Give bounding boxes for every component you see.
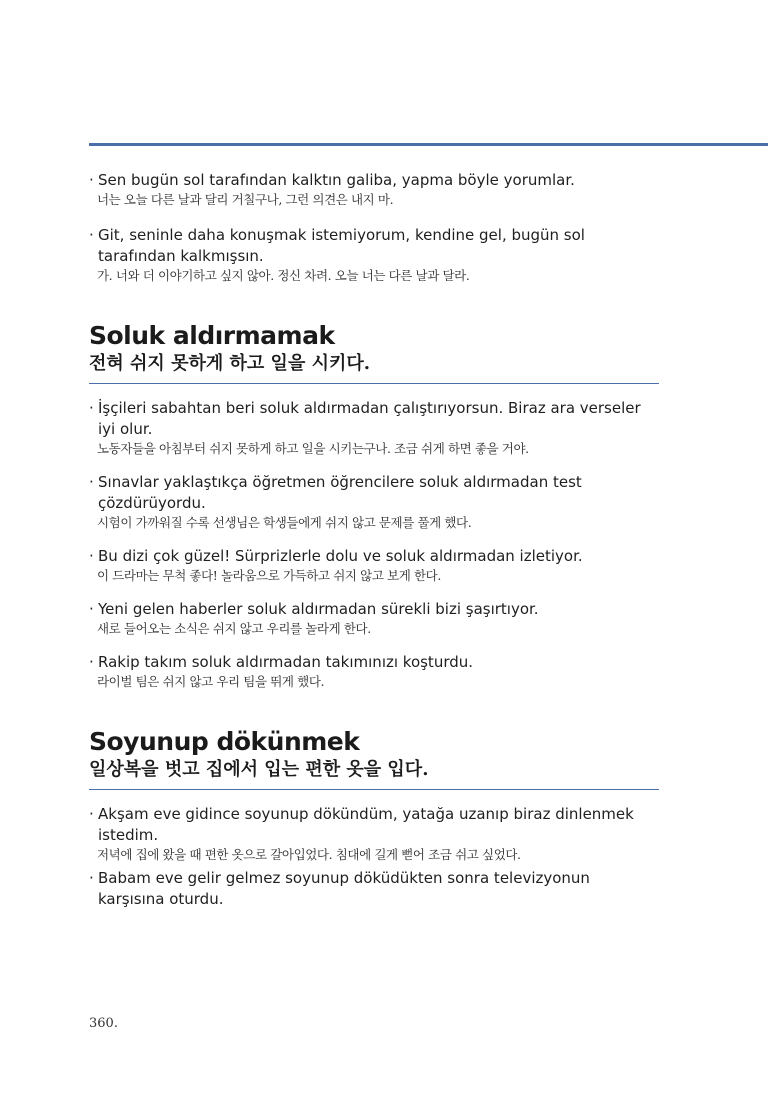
section-divider [89, 789, 659, 790]
example-entry [89, 599, 659, 638]
example-korean: 새로 들어오는 소식은 쉬지 않고 우리를 놀라게 한다. [97, 621, 371, 636]
example-turkish-text: Yeni gelen haberler soluk aldırmadan sürekli bizi şaşırtıyor. [98, 600, 539, 618]
top-rule [89, 143, 768, 146]
example-entry [89, 652, 659, 691]
idiom-meaning: 일상복을 벗고 집에서 입는 편한 옷을 입다. [89, 759, 429, 780]
example-korean: 이 드라마는 무척 좋다! 놀라움으로 가득하고 쉬지 않고 보게 한다. [97, 568, 441, 583]
example-entry [89, 804, 659, 864]
example-entry [89, 546, 659, 585]
example-korean: 가. 너와 더 이야기하고 싶지 않아. 정신 차려. 오늘 너는 다른 날과 달라. [97, 268, 470, 283]
example-entry [89, 472, 659, 532]
example-turkish-text: İşçileri sabahtan beri soluk aldırmadan çalıştırıyorsun. Biraz ara verseler iyi olur. [98, 399, 641, 438]
bullet: · [89, 869, 94, 887]
section-divider [89, 383, 659, 384]
bullet: · [89, 600, 94, 618]
bullet: · [89, 473, 94, 491]
example-korean: 노동자들을 아침부터 쉬지 못하게 하고 일을 시키는구나. 조금 쉬게 하면 좋을 거야. [97, 441, 529, 456]
idiom-section [89, 727, 659, 910]
example-turkish-text: Bu dizi çok güzel! Sürprizlerle dolu ve soluk aldırmadan izletiyor. [98, 547, 583, 565]
example-korean: 너는 오늘 다른 날과 달리 거칠구나, 그런 의견은 내지 마. [97, 192, 394, 207]
idiom-title: Soluk aldırmamak [89, 321, 335, 350]
example-entry [89, 398, 659, 458]
idiom-title: Soyunup dökünmek [89, 727, 360, 756]
bullet: · [89, 547, 94, 565]
example-entry [89, 170, 659, 209]
example-turkish [89, 652, 659, 673]
example-turkish-text: Sen bugün sol tarafından kalktın galiba, yapma böyle yorumlar. [98, 171, 575, 189]
bullet: · [89, 399, 94, 417]
page-content [89, 170, 659, 924]
example-turkish [89, 868, 659, 910]
example-turkish-text: Babam eve gelir gelmez soyunup döküdükten sonra televizyonun karşısına oturdu. [98, 869, 590, 908]
example-entry [89, 868, 659, 910]
example-turkish [89, 546, 659, 567]
bullet: · [89, 805, 94, 823]
idiom-section [89, 321, 659, 691]
example-entry [89, 225, 659, 285]
example-turkish [89, 472, 659, 514]
example-turkish [89, 804, 659, 846]
example-turkish [89, 170, 659, 191]
example-turkish [89, 599, 659, 620]
page-number: 360. [89, 1016, 118, 1031]
example-turkish [89, 398, 659, 440]
bullet: · [89, 653, 94, 671]
example-korean: 시험이 가까워질 수록 선생님은 학생들에게 쉬지 않고 문제를 풀게 했다. [97, 515, 472, 530]
bullet: · [89, 226, 94, 244]
example-turkish [89, 225, 659, 267]
example-turkish-text: Sınavlar yaklaştıkça öğretmen öğrencilere soluk aldırmadan test çözdürüyordu. [98, 473, 582, 512]
example-turkish-text: Rakip takım soluk aldırmadan takımınızı koşturdu. [98, 653, 474, 671]
bullet: · [89, 171, 94, 189]
example-turkish-text: Git, seninle daha konuşmak istemiyorum, kendine gel, bugün sol tarafından kalkmışsın. [98, 226, 585, 265]
example-korean: 저녁에 집에 왔을 때 편한 옷으로 갈아입었다. 침대에 길게 뻗어 조금 쉬고 싶었다. [97, 847, 521, 862]
idiom-meaning: 전혀 쉬지 못하게 하고 일을 시키다. [89, 353, 371, 374]
example-turkish-text: Akşam eve gidince soyunup dökündüm, yatağa uzanıp biraz dinlenmek istedim. [98, 805, 634, 844]
example-korean: 라이벌 팀은 쉬지 않고 우리 팀을 뛰게 했다. [97, 674, 325, 689]
